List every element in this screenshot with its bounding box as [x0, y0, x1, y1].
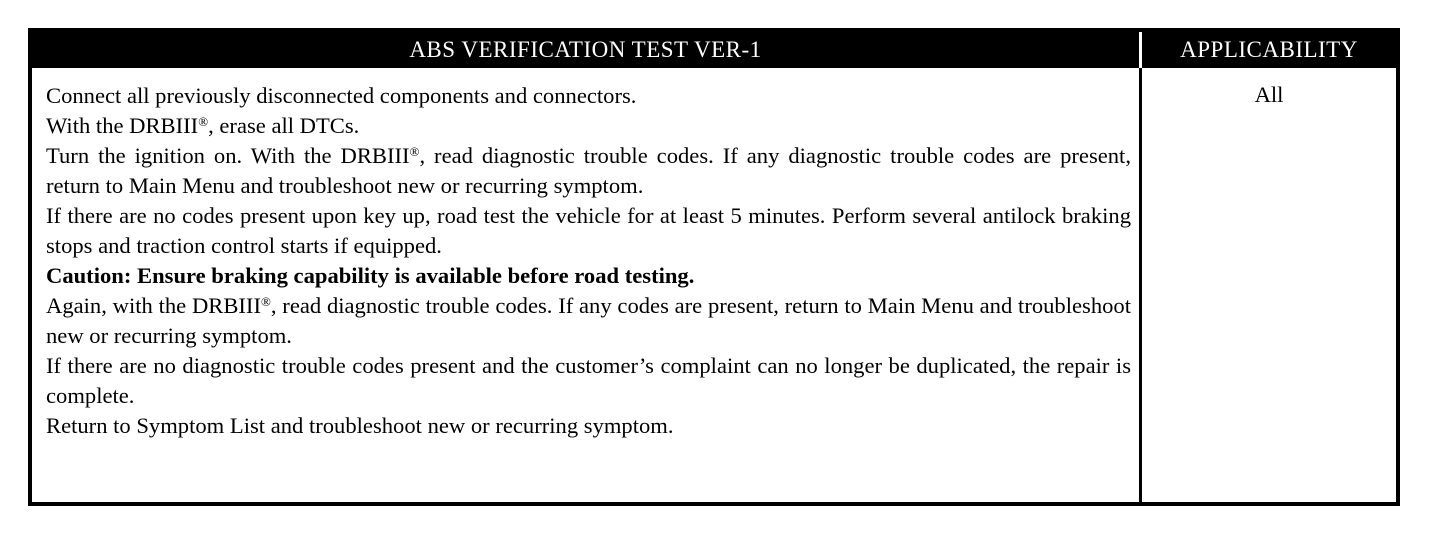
step-2: With the DRBIII®, erase all DTCs. [46, 113, 360, 138]
caution-note: Caution: Ensure braking capability is available before road testing. [46, 263, 695, 288]
registered-mark-icon: ® [409, 144, 420, 159]
applicability-cell [1142, 68, 1396, 502]
verification-test-table [28, 28, 1400, 506]
test-title: ABS VERIFICATION TEST VER-1 [409, 37, 762, 62]
test-title-header [32, 32, 1142, 68]
step-6: If there are no diagnostic trouble codes present and the customer’s complaint can no longer be duplicated, the repair is complete. [46, 353, 1131, 408]
step-1: Connect all previously disconnected components and connectors. [46, 83, 637, 108]
step-3: Turn the ignition on. With the DRBIII®, read diagnostic trouble codes. If any diagnostic trouble codes are present, return to Main Menu and troubleshoot new or recurring symptom. [46, 143, 1131, 198]
applicability-label: APPLICABILITY [1180, 37, 1358, 62]
test-steps-cell [32, 68, 1142, 502]
registered-mark-icon: ® [198, 114, 209, 129]
step-4: If there are no codes present upon key up, road test the vehicle for at least 5 minutes. Perform several antilock braking stops and traction control starts if equipped. [46, 203, 1131, 258]
applicability-header [1142, 32, 1396, 68]
step-5: Again, with the DRBIII®, read diagnostic trouble codes. If any codes are present, return to Main Menu and troubleshoot new or recurring symptom. [46, 293, 1131, 348]
registered-mark-icon: ® [260, 294, 271, 309]
applicability-value: All [1254, 82, 1284, 107]
step-7: Return to Symptom List and troubleshoot new or recurring symptom. [46, 413, 674, 438]
